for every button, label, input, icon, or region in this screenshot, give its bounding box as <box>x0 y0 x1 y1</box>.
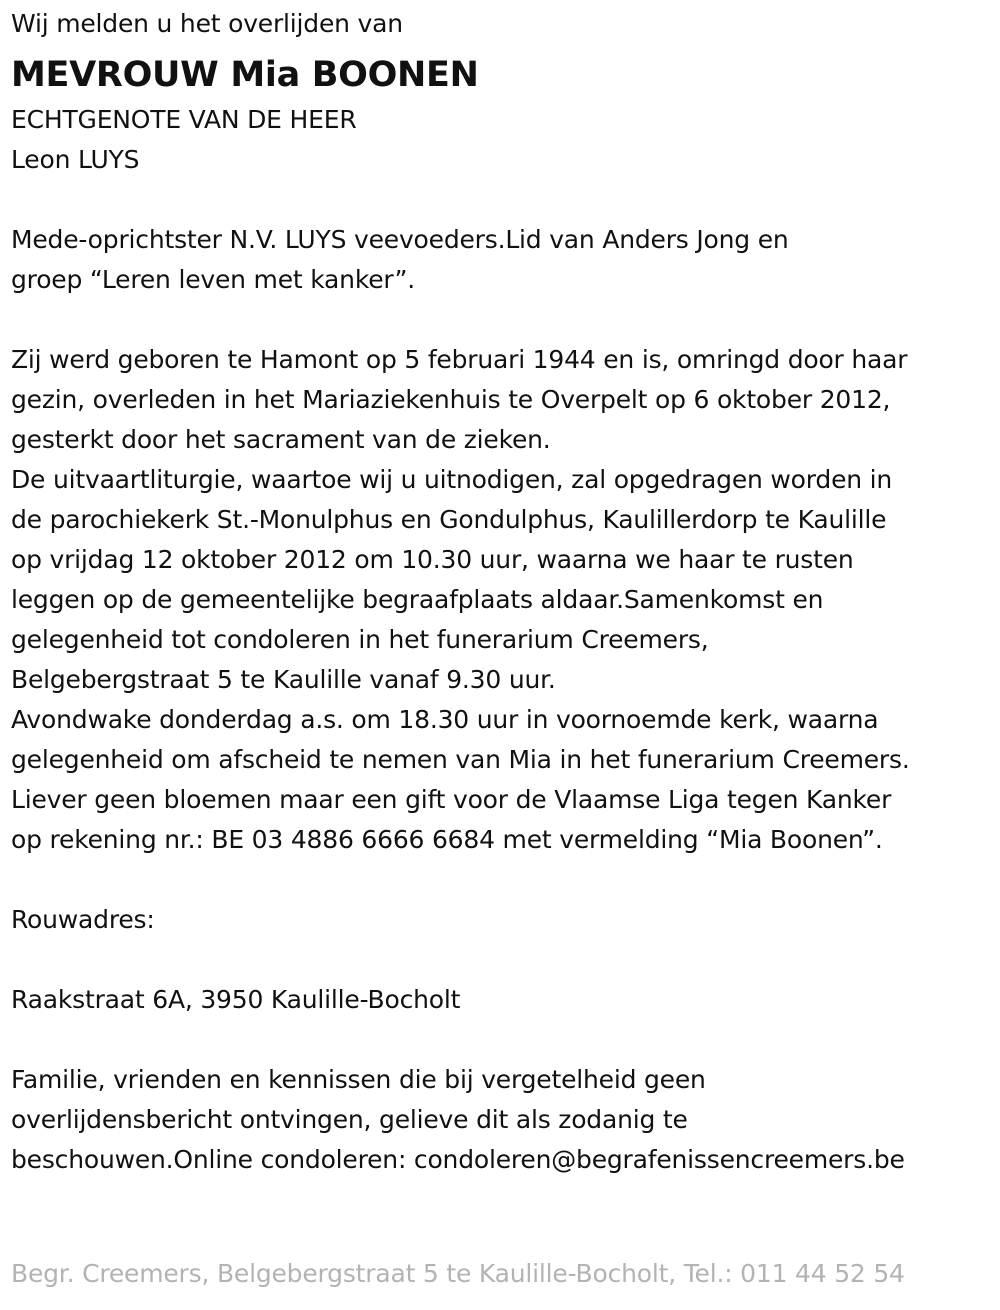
closing-line: Familie, vrienden en kennissen die bij vergetelheid geen <box>11 1065 706 1094</box>
details-line: gezin, overleden in het Mariaziekenhuis te Overpelt op 6 oktober 2012, <box>11 385 891 414</box>
death-notice <box>11 4 991 1180</box>
spacer <box>11 940 991 980</box>
details-paragraph <box>11 340 991 860</box>
biography-paragraph <box>11 220 991 300</box>
details-line: De uitvaartliturgie, waartoe wij u uitnodigen, zal opgedragen worden in <box>11 465 893 494</box>
details-line: gelegenheid om afscheid te nemen van Mia in het funerarium Creemers. <box>11 745 910 774</box>
closing-line: beschouwen.Online condoleren: condoleren@begrafenissencreemers.be <box>11 1145 905 1174</box>
details-line: de parochiekerk St.-Monulphus en Gondulphus, Kaulillerdorp te Kaulille <box>11 505 887 534</box>
intro-text: Wij melden u het overlijden van <box>11 9 403 38</box>
closing-line: overlijdensbericht ontvingen, gelieve dit als zodanig te <box>11 1105 688 1134</box>
details-line: Liever geen bloemen maar een gift voor de Vlaamse Liga tegen Kanker <box>11 785 892 814</box>
details-line: gelegenheid tot condoleren in het funerarium Creemers, <box>11 625 709 654</box>
biography-line: groep “Leren leven met kanker”. <box>11 265 416 294</box>
funeral-home-footer: Begr. Creemers, Belgebergstraat 5 te Kaulille-Bocholt, Tel.: 011 44 52 54 <box>11 1259 905 1288</box>
details-line: op vrijdag 12 oktober 2012 om 10.30 uur, waarna we haar te rusten <box>11 545 854 574</box>
address-label: Rouwadres: <box>11 905 155 934</box>
address-value: Raakstraat 6A, 3950 Kaulille-Bocholt <box>11 985 461 1014</box>
details-line: Zij werd geboren te Hamont op 5 februari 1944 en is, omringd door haar <box>11 345 908 374</box>
details-line: Avondwake donderdag a.s. om 18.30 uur in voornoemde kerk, waarna <box>11 705 879 734</box>
spouse-name: Leon LUYS <box>11 145 140 174</box>
spacer <box>11 860 991 900</box>
spacer <box>11 180 991 220</box>
biography-line: Mede-oprichtster N.V. LUYS veevoeders.Lid van Anders Jong en <box>11 225 789 254</box>
spacer <box>11 300 991 340</box>
closing-paragraph <box>11 1060 991 1180</box>
details-line: leggen op de gemeentelijke begraafplaats aldaar.Samenkomst en <box>11 585 824 614</box>
details-line: op rekening nr.: BE 03 4886 6666 6684 met vermelding “Mia Boonen”. <box>11 825 883 854</box>
spacer <box>11 1020 991 1060</box>
deceased-name: MEVROUW Mia BOONEN <box>11 55 479 95</box>
details-line: Belgebergstraat 5 te Kaulille vanaf 9.30 uur. <box>11 665 556 694</box>
details-line: gesterkt door het sacrament van de zieken. <box>11 425 551 454</box>
spouse-label: ECHTGENOTE VAN DE HEER <box>11 105 357 134</box>
